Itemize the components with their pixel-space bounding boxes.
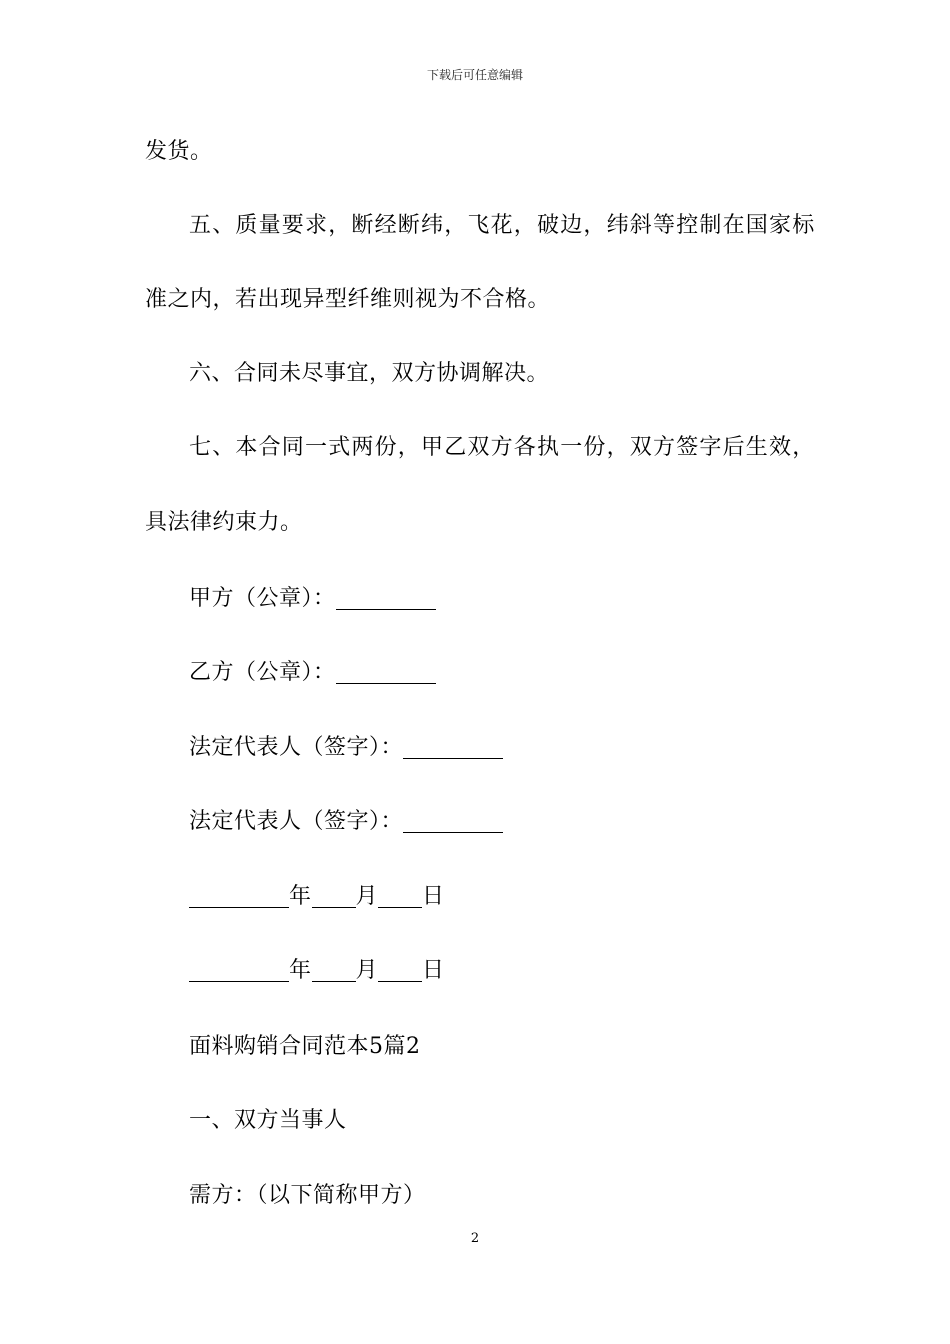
clause-seven-line-2: 具法律约束力。: [145, 510, 303, 535]
clause-five-line-2: 准之内，若出现异型纤维则视为不合格。: [145, 287, 551, 312]
legal-rep-signature-line-2: [189, 807, 503, 837]
month-blank-1: [312, 885, 356, 908]
legal-rep-blank-2: [403, 810, 503, 833]
date-line-1: [189, 882, 445, 912]
day-blank-2: [378, 959, 422, 982]
party-a-label: 甲方（公章）：: [189, 586, 336, 611]
party-b-label: 乙方（公章）：: [189, 660, 336, 685]
legal-rep-label-1: 法定代表人（签字）：: [189, 735, 404, 760]
year-blank-2: [189, 959, 289, 982]
day-blank-1: [378, 885, 422, 908]
legal-rep-signature-line-1: [189, 733, 503, 763]
clause-seven-line-1: 七、本合同一式两份，甲乙双方各执一份，双方签字后生效，: [189, 435, 816, 460]
party-b-blank: [336, 661, 436, 684]
page-number: 2: [470, 1231, 480, 1246]
month-label-1: 月: [355, 884, 379, 909]
clause-five-line-1: 五、质量要求，断经断纬，飞花，破边，纬斜等控制在国家标: [189, 213, 816, 238]
buyer-line: 需方：（以下简称甲方）: [189, 1183, 426, 1208]
year-blank-1: [189, 885, 289, 908]
clause-six: 六、合同未尽事宜，双方协调解决。: [189, 361, 550, 386]
year-label-1: 年: [289, 884, 312, 909]
party-b-seal-line: [189, 658, 436, 688]
day-label-2: 日: [422, 958, 445, 983]
paragraph-continuation: 发货。: [145, 139, 213, 164]
year-label-2: 年: [289, 958, 312, 983]
section-title: 面料购销合同范本5篇2: [189, 1034, 421, 1059]
month-label-2: 月: [355, 958, 379, 983]
legal-rep-label-2: 法定代表人（签字）：: [189, 809, 404, 834]
page-header: 下载后可任意编辑: [426, 68, 523, 82]
day-label-1: 日: [422, 884, 445, 909]
party-a-seal-line: [189, 584, 436, 614]
date-line-2: [189, 956, 445, 986]
month-blank-2: [312, 959, 356, 982]
legal-rep-blank-1: [403, 736, 503, 759]
party-a-blank: [336, 587, 436, 610]
clause-one-title: 一、双方当事人: [189, 1108, 347, 1133]
